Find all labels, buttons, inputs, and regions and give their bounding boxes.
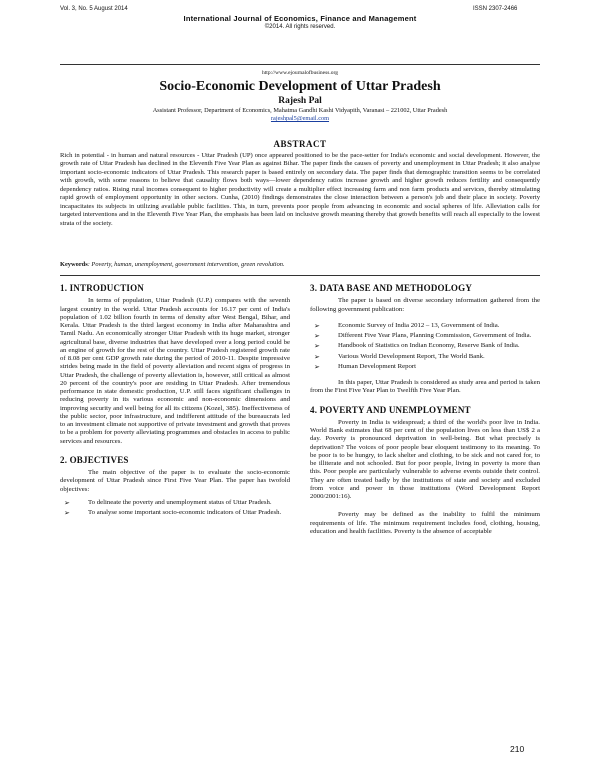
objectives-list (60, 499, 290, 518)
section-heading-objectives: 2. OBJECTIVES (60, 454, 129, 465)
keywords-label: Keywords (60, 261, 88, 268)
paper-title: Socio-Economic Development of Uttar Pradesh (159, 79, 441, 94)
list-item: ➢ Various World Development Report, The World Bank. (314, 352, 485, 361)
list-item: ➢ Different Five Year Plans, Planning Commission, Government of India. (314, 332, 532, 340)
publications-list (310, 322, 540, 371)
author-affiliation: Assistant Professor, Department of Economics, Mahatma Gandhi Kashi Vidyapith, Varanasi – 221002, Uttar Pradesh (152, 107, 448, 114)
list-item: ➢ To analyse some important socio-economic indicators of Uttar Pradesh. (64, 509, 282, 517)
arrow-bullet-icon: ➢ (314, 342, 320, 351)
list-item: ➢ Handbook of Statistics on Indian Economy, Reserve Bank of India. (314, 342, 520, 351)
arrow-bullet-icon: ➢ (314, 321, 320, 330)
arrow-bullet-icon: ➢ (314, 352, 320, 361)
left-column (60, 284, 290, 519)
arrow-bullet-icon: ➢ (314, 332, 320, 340)
keywords-text: : Poverty, human, unemployment, government intervention, green revolution. (87, 261, 285, 268)
data-base-text: The paper is based on diverse secondary information gathered from the following government publication: (310, 297, 540, 313)
abstract-heading: ABSTRACT (273, 139, 327, 149)
poverty-text-2: Poverty may be defined as the inability to fulfil the minimum requirements of life. The minimum requirement includes food, clothing, housing, education and health facilities. Poverty is the absence of acceptable (310, 511, 540, 535)
section-heading-data-base: 3. DATA BASE AND METHODOLOGY (310, 283, 473, 293)
page-number: 210 (510, 744, 525, 754)
journal-url[interactable]: http://www.ejournalofbusiness.org (262, 70, 338, 76)
arrow-bullet-icon: ➢ (64, 509, 70, 517)
copyright: ©2014. All rights reserved. (264, 24, 336, 30)
author-name: Rajesh Pal (278, 96, 322, 106)
poverty-text: Poverty in India is widespread; a third of the world's poor live in India. World Bank estimates that 68 per cent of the population lives on less than US$ 2 a day. Poverty is pronounced deprivation in well-being. But what precisely is deprivation? The voices of poor people bear eloquent testimony to its meaning. To be poor is to be hungry, to lack shelter and clothing, to be sick and not cared for, to be illiterate and not schooled. But for poor people, living in poverty is more than this. Poor people are particularly vulnerable to adverse events outside their control. They are often treated badly by the institutions of state and society and excluded from voice and power in those institutions (Word Development Report 2000/2001:16). (310, 418, 540, 500)
objectives-text: The main objective of the paper is to evaluate the socio-economic development of Uttar Pradesh since First Five Year Plan. The paper has twofold objectives: (60, 469, 290, 493)
list-item: ➢ To delineate the poverty and unemployment status of Uttar Pradesh. (64, 498, 272, 507)
section-heading-poverty: 4. POVERTY AND UNEMPLOYMENT (310, 404, 471, 415)
header-divider (60, 64, 540, 65)
volume-info: Vol. 3, No. 5 August 2014 (60, 6, 128, 12)
arrow-bullet-icon: ➢ (314, 362, 320, 371)
arrow-bullet-icon: ➢ (64, 498, 70, 507)
list-item: ➢ Economic Survey of India 2012 – 13, Government of India. (314, 321, 500, 330)
keywords (60, 261, 540, 268)
abstract-text: Rich in potential - in human and natural resources - Uttar Pradesh (UP) once appeared positioned to be the pace-setter for India's economic and social development. However, the growth rate of Uttar Pradesh has declined in the Eleventh Five Year Plan as against Bihar. The paper finds the causes of poverty and unemployment in Uttar Pradesh; it also analyse important socio-economic indicators of Uttar Pradesh. This research paper is based entirely on secondary data. The paper finds that demographic transition seems to be correlated with growth, with some reasons to believe that causality flows both ways—lower dependency ratios increase growth and higher growth reduces fertility and consequently dependency ratios. Rising rural incomes consequent to higher productivity will create a multiplier effect increasing farm and non farm products and services, thereby stimulating rapid growth of employment opportunity in other sectors. Cunha, (2010) findings demonstrates the close interaction between a person's job and their place in society. Poverty incapacitates its subjects in utilizing available public facilities. This, in turn, prevents poor people from advancing in economic and social spheres of life. Alleviation calls for targeted interventions and in the Eleventh Five Year Plan, the emphasis has been laid on inclusive growth meaning thereby that growth benefits will reach all especially to the lowest strata of the society. (60, 152, 540, 227)
list-item: ➢ Human Development Report (314, 362, 416, 371)
right-column (310, 284, 540, 536)
abstract-divider (60, 275, 540, 276)
introduction-text: In terms of population, Uttar Pradesh (U.P.) compares with the seventh largest country in the world. Uttar Pradesh accounts for 16.17 per cent of India's population of 1.02 billion fourth in terms of density after West Bengal, Bihar, and Kerala. Uttar Pradesh is the third largest economy in India after Maharashtra and Tamil Nadu. An economically stronger Uttar Pradesh with its huge market, stronger agricultural base, diverse industries that have developed over a long period could be an engine of growth for the rest of the country. Uttar Pradesh registered growth rate of 8.08 per cent GDP growth rate during the period of 2010-11. Despite impressive strides being made in the field of poverty alleviation and recent signs of progress in Uttar Pradesh, the challenge of poverty alleviation is, however, still critical as almost 20 percent of the country's poor are residing in Uttar Pradesh. After tremendous performance in state domestic production, U.P. still faces significant challenges in reducing poverty in its various economic and non-economic dimensions and improving security and well being for all its citizens (Kozel, 385). Ineffectiveness of the public sector, poor infrastructure, and indifferent attitude of the bureaucrats led to an investment climate not supportive of private investment and growth that proves to be a problem for poverty alleviating programmes and obstacles in access to public services and resources. (60, 297, 290, 445)
section-heading-introduction: 1. INTRODUCTION (60, 283, 145, 293)
journal-name: International Journal of Economics, Finance and Management (183, 14, 417, 23)
author-email[interactable]: rajeshpal5@email.com (270, 115, 330, 122)
data-base-text-2: In this paper, Uttar Pradesh is considered as study area and period is taken from the First Five Year Plan to Twelfth Five Year Plan. (310, 379, 540, 395)
issn: ISSN 2307-2466 (473, 6, 518, 12)
